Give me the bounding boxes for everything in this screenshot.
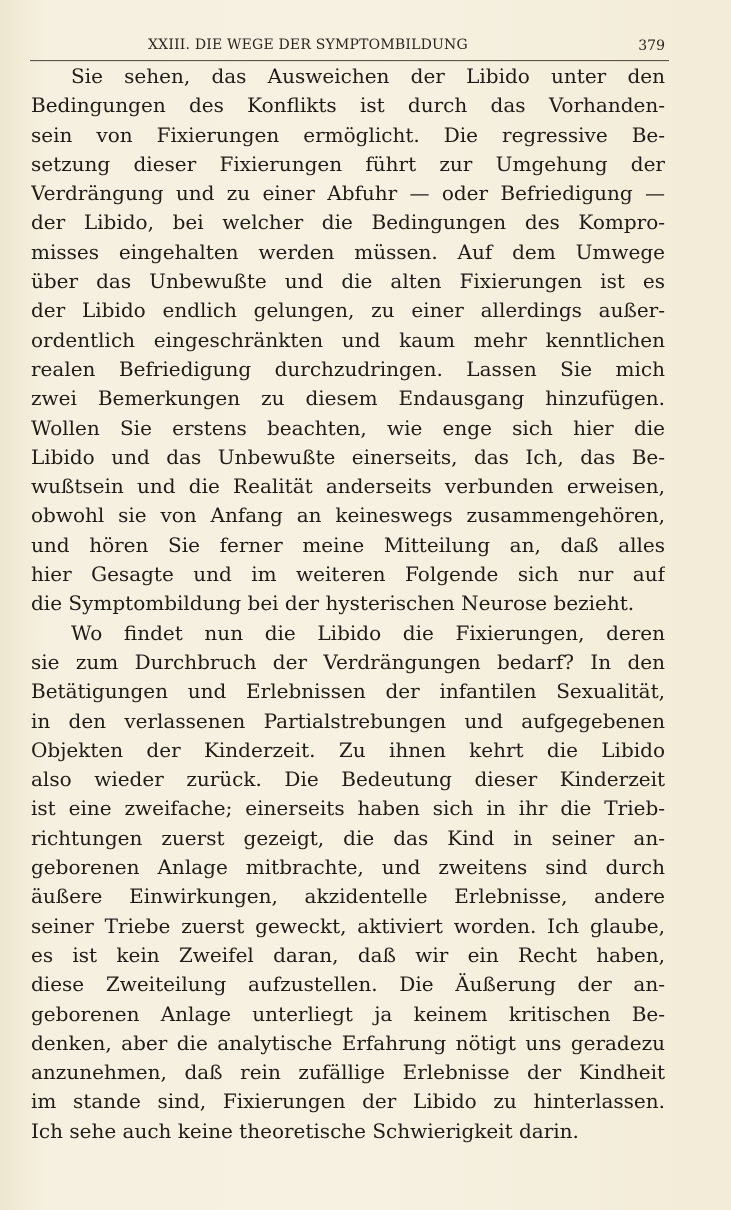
header-rule [30, 60, 669, 61]
text-line: diese Zweiteilung aufzustellen. Die Äußerung der an- [31, 972, 665, 997]
text-line: obwohl sie von Anfang an keineswegs zusammengehören, [31, 503, 665, 528]
text-line: sie zum Durchbruch der Verdrängungen bedarf? In den [31, 649, 665, 674]
text-line: der Libido, bei welcher die Bedingungen des Kompro- [31, 210, 665, 235]
text-line: Libido und das Unbewußte einerseits, das Ich, das Be- [31, 444, 665, 469]
running-head [30, 34, 665, 60]
text-line: und hören Sie ferner meine Mitteilung an, daß alles [31, 532, 665, 557]
text-line: anzunehmen, daß rein zufällige Erlebnisse der Kindheit [31, 1060, 665, 1085]
text-line: Verdrängung und zu einer Abfuhr — oder Befriedigung — [31, 181, 665, 206]
text-line: es ist kein Zweifel daran, daß wir ein Recht haben, [31, 942, 665, 967]
text-line: Objekten der Kinderzeit. Zu ihnen kehrt die Libido [31, 737, 665, 762]
text-line: realen Befriedigung durchzudringen. Lassen Sie mich [31, 356, 665, 381]
text-line: Ich sehe auch keine theoretische Schwierigkeit darin. [31, 1118, 579, 1143]
text-line: geborenen Anlage unterliegt ja keinem kritischen Be- [31, 1001, 665, 1026]
text-line: Sie sehen, das Ausweichen der Libido unter den [71, 64, 665, 88]
paragraph-1 [31, 62, 665, 619]
text-line: über das Unbewußte und die alten Fixierungen ist es [31, 269, 665, 294]
text-line: hier Gesagte und im weiteren Folgende sich nur auf [31, 562, 665, 587]
text-line: ist eine zweifache; einerseits haben sich in ihr die Trieb- [31, 796, 665, 821]
text-line: wußtsein und die Realität anderseits verbunden erweisen, [31, 474, 665, 499]
text-line: geborenen Anlage mitbrachte, und zweitens sind durch [31, 855, 665, 880]
text-line: die Symptombildung bei der hysterischen Neurose bezieht. [31, 591, 635, 616]
text-line: Wo findet nun die Libido die Fixierungen, deren [71, 620, 665, 645]
text-line: also wieder zurück. Die Bedeutung dieser Kinderzeit [31, 767, 665, 792]
text-line: seiner Triebe zuerst geweckt, aktiviert worden. Ich glaube, [31, 913, 665, 938]
text-line: Betätigungen und Erlebnissen der infantilen Sexualität, [31, 679, 665, 704]
paragraph-2 [31, 619, 665, 1146]
chapter-heading: XXIII. DIE WEGE DER SYMPTOMBILDUNG [148, 37, 468, 53]
text-line: im stande sind, Fixierungen der Libido zu hinterlassen. [31, 1089, 665, 1114]
text-line: Bedingungen des Konflikts ist durch das Vorhanden- [31, 93, 665, 118]
text-line: Wollen Sie erstens beachten, wie enge sich hier die [31, 415, 665, 440]
text-line: denken, aber die analytische Erfahrung nötigt uns geradezu [31, 1030, 665, 1055]
body-text [31, 62, 665, 1146]
text-line: richtungen zuerst gezeigt, die das Kind in seiner an- [31, 825, 665, 850]
text-line: misses eingehalten werden müssen. Auf dem Umwege [31, 239, 665, 264]
text-line: der Libido endlich gelungen, zu einer allerdings außer- [31, 298, 665, 323]
text-line: in den verlassenen Partialstrebungen und aufgegebenen [31, 708, 665, 733]
text-line: setzung dieser Fixierungen führt zur Umgehung der [31, 151, 665, 176]
text-line: ordentlich eingeschränkten und kaum mehr kenntlichen [31, 327, 665, 352]
page-number: 379 [638, 38, 665, 54]
text-line: zwei Bemerkungen zu diesem Endausgang hinzufügen. [31, 386, 665, 411]
text-line: sein von Fixierungen ermöglicht. Die regressive Be- [31, 122, 665, 147]
text-line: äußere Einwirkungen, akzidentelle Erlebnisse, andere [31, 884, 665, 909]
